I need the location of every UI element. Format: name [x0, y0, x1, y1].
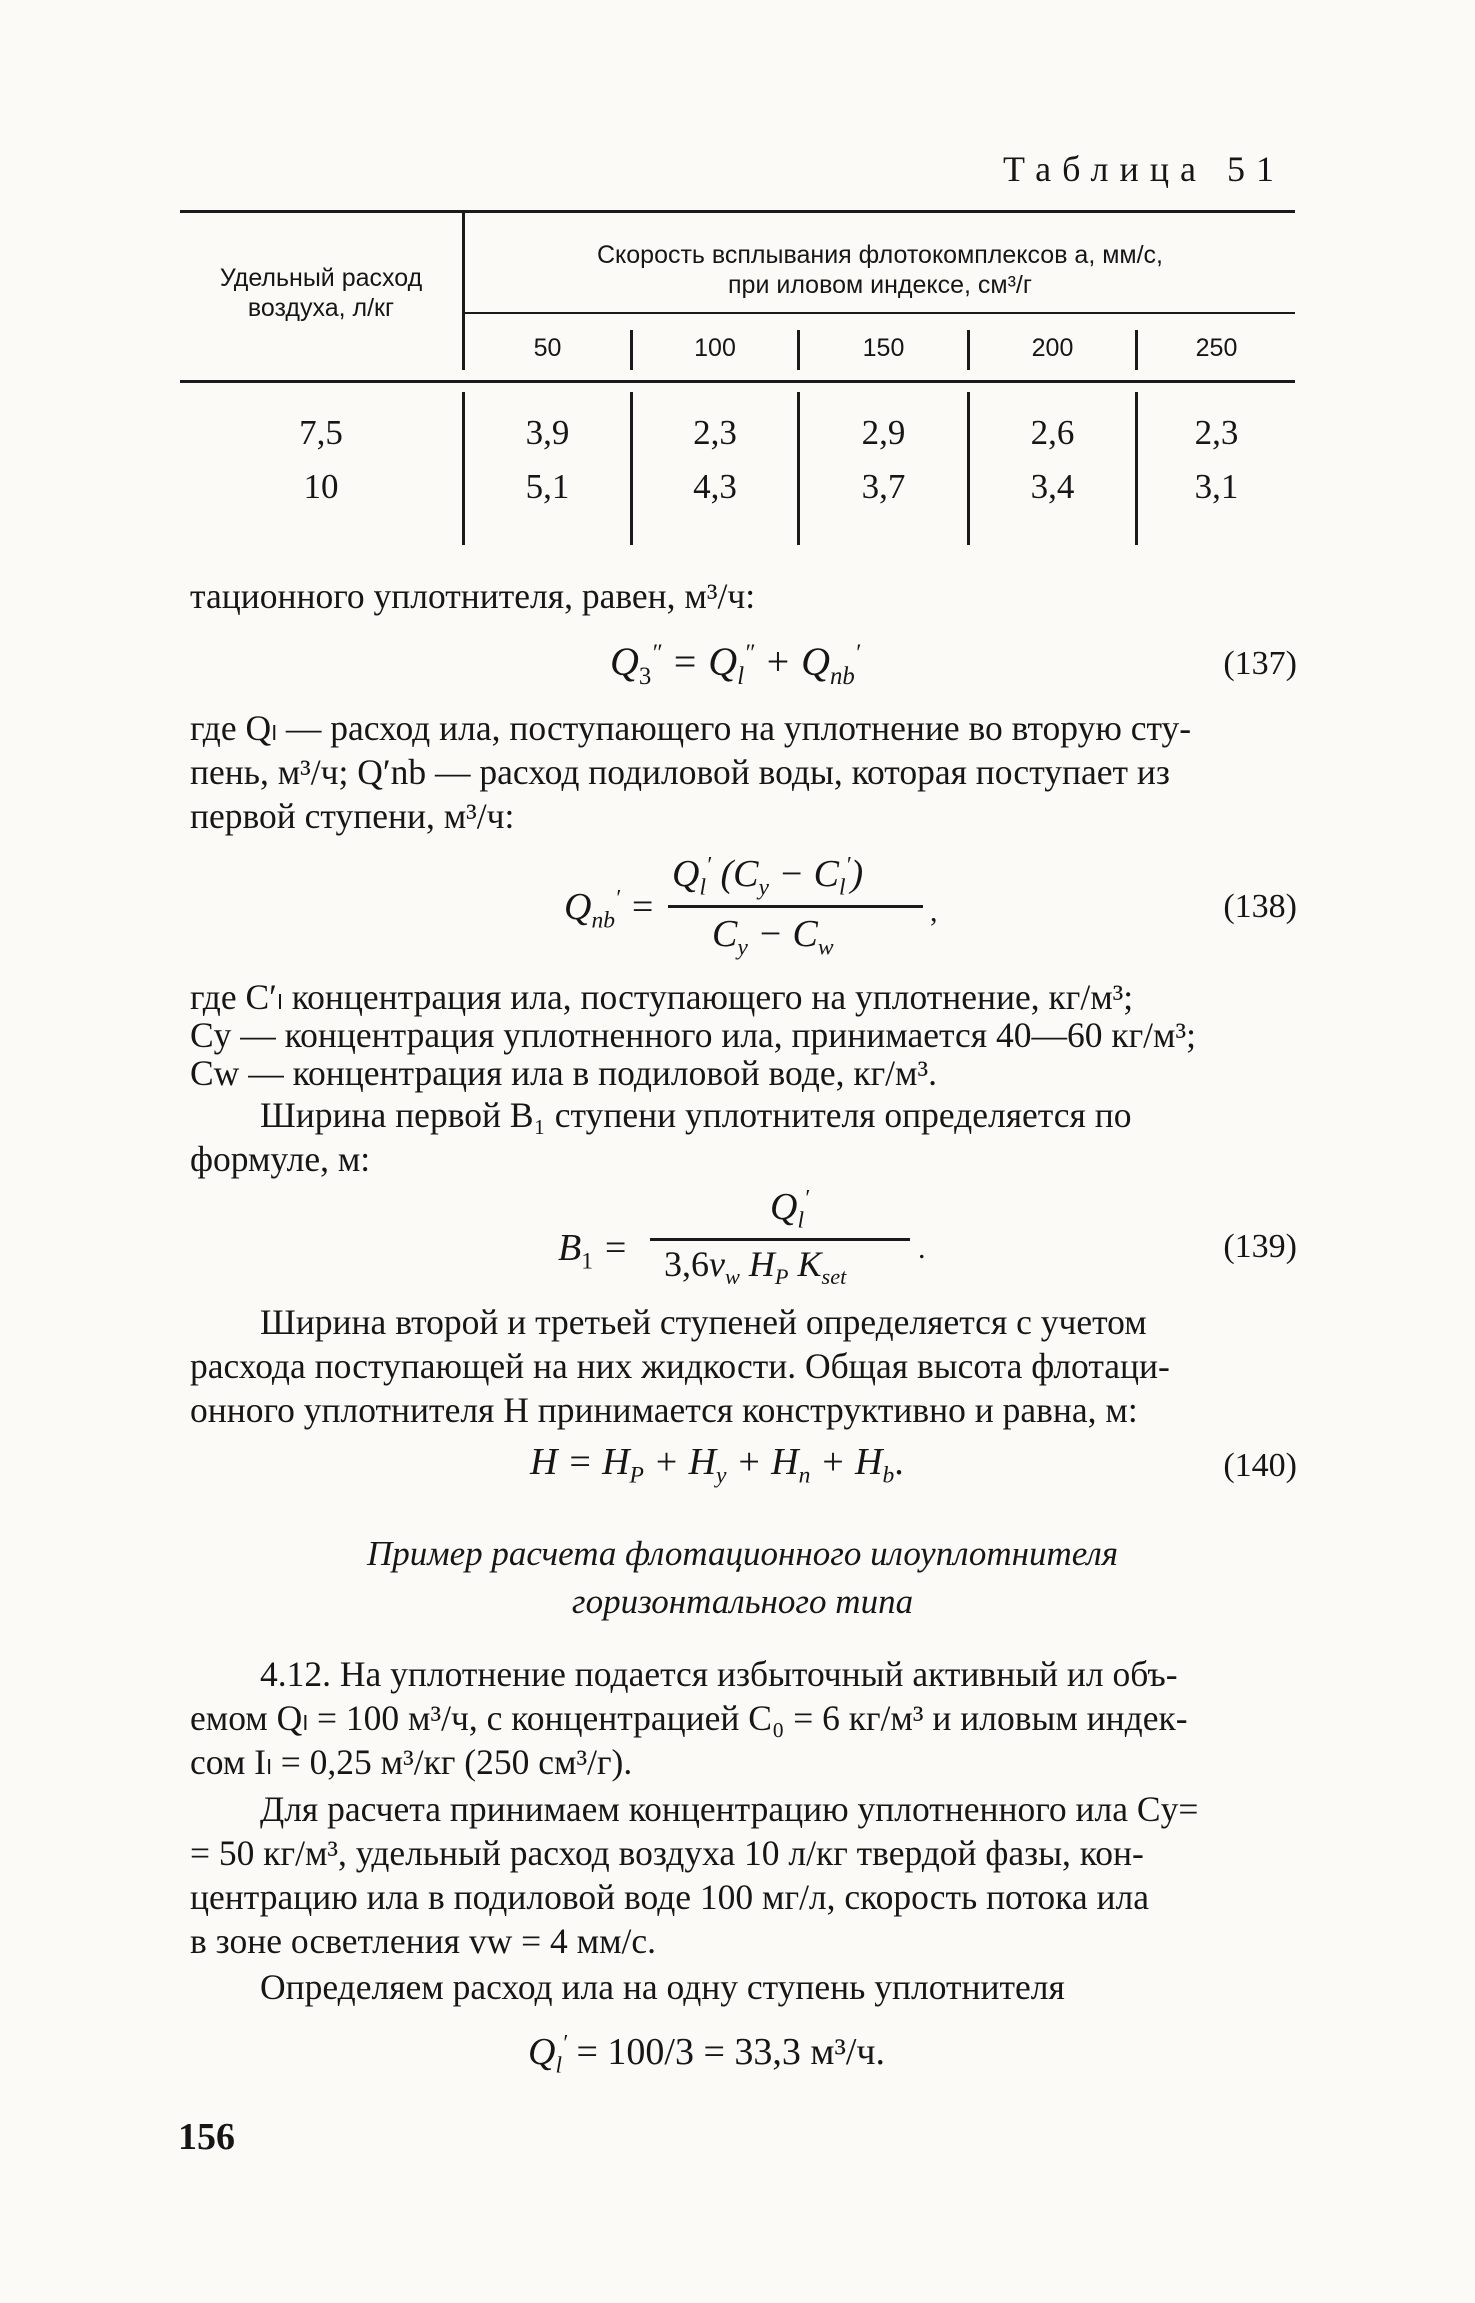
column-header: 100 — [694, 334, 736, 362]
table-cell: 2,3 — [693, 413, 737, 452]
paragraph: Для расчета принимаем концентрацию уплотненного ила Cy= = 50 кг/м³, удельный расход воздуха 10 л/кг твердой фазы, кон- центрацию ила в подиловой воде 100 мг/л, скорость потока ила в зоне осветления vw = 4 мм/с. — [190, 1789, 1199, 1961]
table-cell: 2,3 — [1194, 413, 1239, 452]
table-cell: 5,1 — [525, 467, 570, 506]
column-header: 250 — [1195, 334, 1238, 362]
fraction-line — [668, 905, 923, 908]
comma: , — [930, 895, 938, 928]
table-cell: 3,7 — [861, 467, 906, 506]
column-header: 150 — [862, 334, 905, 362]
paragraph: 4.12. На уплотнение подается избыточный активный ил объ- емом Qₗ = 100 м³/ч, с концентрацией C₀ = 6 кг/м³ и иловым индек- сом Iₗ = 0,25 м³/кг (250 см³/г). — [190, 1654, 1188, 1782]
table-cell: 2,6 — [1030, 413, 1075, 452]
equation-137: $Q_3'' = Q_l'' + Q_{nb}'$ — [610, 639, 861, 690]
paragraph: Определяем расход ила на одну ступень уплотнителя — [260, 1967, 1065, 2007]
section-heading: Пример расчета флотационного илоуплотнителя горизонтального типа — [366, 1534, 1118, 1621]
equation-140: $H = H_P + H_y + H_n + H_b$. — [530, 1441, 904, 1489]
row-label: 10 — [303, 467, 339, 506]
column-header: 200 — [1031, 334, 1074, 362]
equation-number: (138) — [1223, 888, 1297, 925]
column-group-header: Скорость всплывания флотокомплексов a, мм/с, при иловом индексе, см³/г — [596, 241, 1163, 299]
paragraph: тационного уплотнителя, равен, м³/ч: — [190, 576, 756, 616]
table-caption: Таблица 51 — [1003, 149, 1285, 189]
equation-number: (137) — [1223, 645, 1297, 682]
row-header: Удельный расход воздуха, л/кг — [219, 264, 423, 322]
equation-139-denominator: $3,6v_w$ $H_P$ $K_{set}$ — [664, 1244, 847, 1290]
data-table — [180, 210, 1295, 550]
period: . — [918, 1232, 926, 1265]
paragraph: Ширина первой B₁ ступени уплотнителя определяется по формуле, м: — [190, 1095, 1132, 1179]
equation-138: $Q_{nb}'$ = — [564, 885, 656, 934]
paragraph: где Qₗ — расход ила, поступающего на уплотнение во вторую сту- пень, м³/ч; Q′nb — расход подиловой воды, которая поступает из первой ступени, м³/ч: — [190, 708, 1192, 836]
paragraph: Ширина второй и третьей ступеней определяется с учетом расхода поступающей на них жидкости. Общая высота флотаци- онного уплотнителя H принимается конструктивно и равна, м: — [190, 1302, 1170, 1430]
final-equation: $Q_l' = 100/3 = 33,3$ м³/ч. — [528, 2030, 886, 2079]
table-cell: 4,3 — [693, 467, 737, 506]
table-cell: 3,4 — [1030, 467, 1075, 506]
equation-number: (139) — [1223, 1228, 1297, 1265]
equation-139: $B_1$ = — [558, 1227, 629, 1275]
table-cell: 3,9 — [525, 413, 570, 452]
fraction-line — [650, 1238, 910, 1241]
equation-139-numerator: $Q_l'$ — [770, 1185, 809, 1234]
column-header: 50 — [533, 334, 562, 362]
page-number: 156 — [178, 2116, 235, 2158]
equation-138-denominator: $C_y - C_w$ — [712, 913, 834, 961]
equation-138-numerator: $Q_l'$ $(C_y - C_l')$ — [672, 852, 864, 901]
table-cell: 3,1 — [1194, 467, 1239, 506]
row-label: 7,5 — [299, 413, 343, 452]
equation-number: (140) — [1223, 1447, 1297, 1484]
paragraph: где C′ₗ концентрация ила, поступающего на уплотнение, кг/м³; Cy — концентрация уплотненного ила, принимается 40—60 кг/м³; Cw — концентрация ила в подиловой воде, кг/м³. — [190, 977, 1196, 1093]
table-cell: 2,9 — [861, 413, 906, 452]
